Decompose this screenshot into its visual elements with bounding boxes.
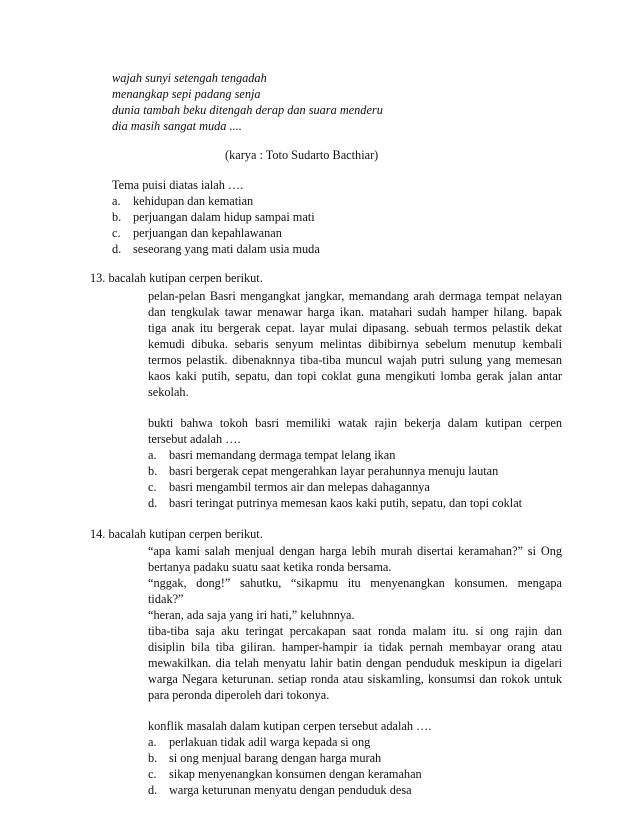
q13-passage-line: dan tengkulak tawar menawar harga ikan. matahari sudah hamper hilang. bapak [148,305,562,319]
option-text: basri memandang dermaga tempat lelang ikan [169,448,396,462]
q13-question-line: tersebut adalah …. [148,432,241,446]
q14-passage-line: tidak?” [148,592,184,606]
q14-option-b [148,750,562,766]
q13-option-b [148,463,562,479]
q13-passage-line: pelan-pelan Basri mengangkat jangkar, memandang arah dermaga tempat nelayan [148,289,562,303]
q14-passage-line: para peronda diperoleh dari tokonya. [148,688,330,702]
option-text: basri mengambil termos air dan melepas dahagannya [169,480,430,494]
option-text: kehidupan dan kematian [133,194,254,208]
poem-attribution: (karya : Toto Sudarto Bacthiar) [225,148,379,162]
q12-option-a [112,193,512,209]
q14-passage-line: “heran, ada saja yang iri hati,” keluhnnya. [148,608,355,622]
q14-passage-line: disiplin bila tiba giliran. hamper-hampir ia tidak pernah membayar orang atau [148,640,562,654]
option-letter: c. [148,767,157,781]
q12-option-b [112,209,512,225]
option-text: basri teringat putrinya memesan kaos kaki putih, sepatu, dan topi coklat [169,496,523,510]
option-text: warga keturunan menyatu dengan penduduk desa [169,783,412,797]
option-letter: a. [148,735,157,749]
option-text: basri bergerak cepat mengerahkan layar perahunnya menuju lautan [169,464,499,478]
q13-question-line: bukti bahwa tokoh basri memiliki watak rajin bekerja dalam kutipan cerpen [148,416,562,430]
option-letter: a. [148,448,157,462]
q13-option-c [148,479,562,495]
option-text: perlakuan tidak adil warga kepada si ong [169,735,371,749]
q13-passage-line: kaos kaki putih, sepatu, dan topi coklat guna mengikuti lomba gerak jalan antar [148,369,562,383]
q14-passage-line: “nggak, dong!” sahutku, “sikapmu itu menyenangkan konsumen. mengapa [148,576,562,590]
option-letter: b. [148,751,158,765]
poem-line: menangkap sepi padang senja [112,87,261,101]
q14-option-a [148,734,562,750]
poem-line: wajah sunyi setengah tengadah [112,71,267,85]
option-letter: a. [112,194,121,208]
q12-question: Tema puisi diatas ialah …. [112,178,244,192]
q14-passage-line: “apa kami salah menjual dengan harga lebih murah disertai keramahan?” si Ong [148,544,562,558]
q14-passage-line: mewakilkan. dia telah menyatu lahir batin dengan penduduk meskipun ia digelari [148,656,562,670]
q14-passage-line: tiba-tiba saja aku teringat percakapan saat ronda malam itu. si ong rajin dan [148,624,562,638]
q13-option-d [148,495,562,511]
poem-line: dia masih sangat muda .... [112,119,242,133]
q12-option-d [112,241,512,257]
option-letter: c. [112,226,121,240]
q13-option-a [148,447,562,463]
q13-heading: 13. bacalah kutipan cerpen berikut. [90,271,263,285]
q13-passage-line: kemudi dibuka. sebaris senyum melintas dibibirnya sebelum menutup kembali [148,337,562,351]
option-letter: b. [112,210,122,224]
q14-question: konflik masalah dalam kutipan cerpen tersebut adalah …. [148,719,432,733]
q14-option-c [148,766,562,782]
option-letter: b. [148,464,158,478]
q14-option-d [148,782,562,798]
option-letter: d. [148,496,158,510]
q14-passage-line: warga Negara keturunan. setiap ronda atau siskamling, konsumsi dan rokok untuk [148,672,562,686]
q14-heading: 14. bacalah kutipan cerpen berikut. [90,527,263,541]
option-letter: d. [148,783,158,797]
option-text: seseorang yang mati dalam usia muda [133,242,320,256]
option-text: perjuangan dan kepahlawanan [133,226,282,240]
option-text: si ong menjual barang dengan harga murah [169,751,382,765]
q14-passage-line: bertanya padaku suatu saat ketika ronda bersama. [148,560,392,574]
poem-line: dunia tambah beku ditengah derap dan suara menderu [112,103,383,117]
q12-option-c [112,225,512,241]
option-text: sikap menyenangkan konsumen dengan keramahan [169,767,422,781]
option-letter: c. [148,480,157,494]
option-letter: d. [112,242,122,256]
q13-passage-line: tiga anak itu bergerak cepat. layar mulai dipasang. sebuah termos pelastik dekat [148,321,562,335]
q13-passage-line: termos pelastik. dibenaknnya tiba-tiba muncul wajah putri sulung yang memesan [148,353,562,367]
q13-passage-line: sekolah. [148,385,189,399]
option-text: perjuangan dalam hidup sampai mati [133,210,315,224]
